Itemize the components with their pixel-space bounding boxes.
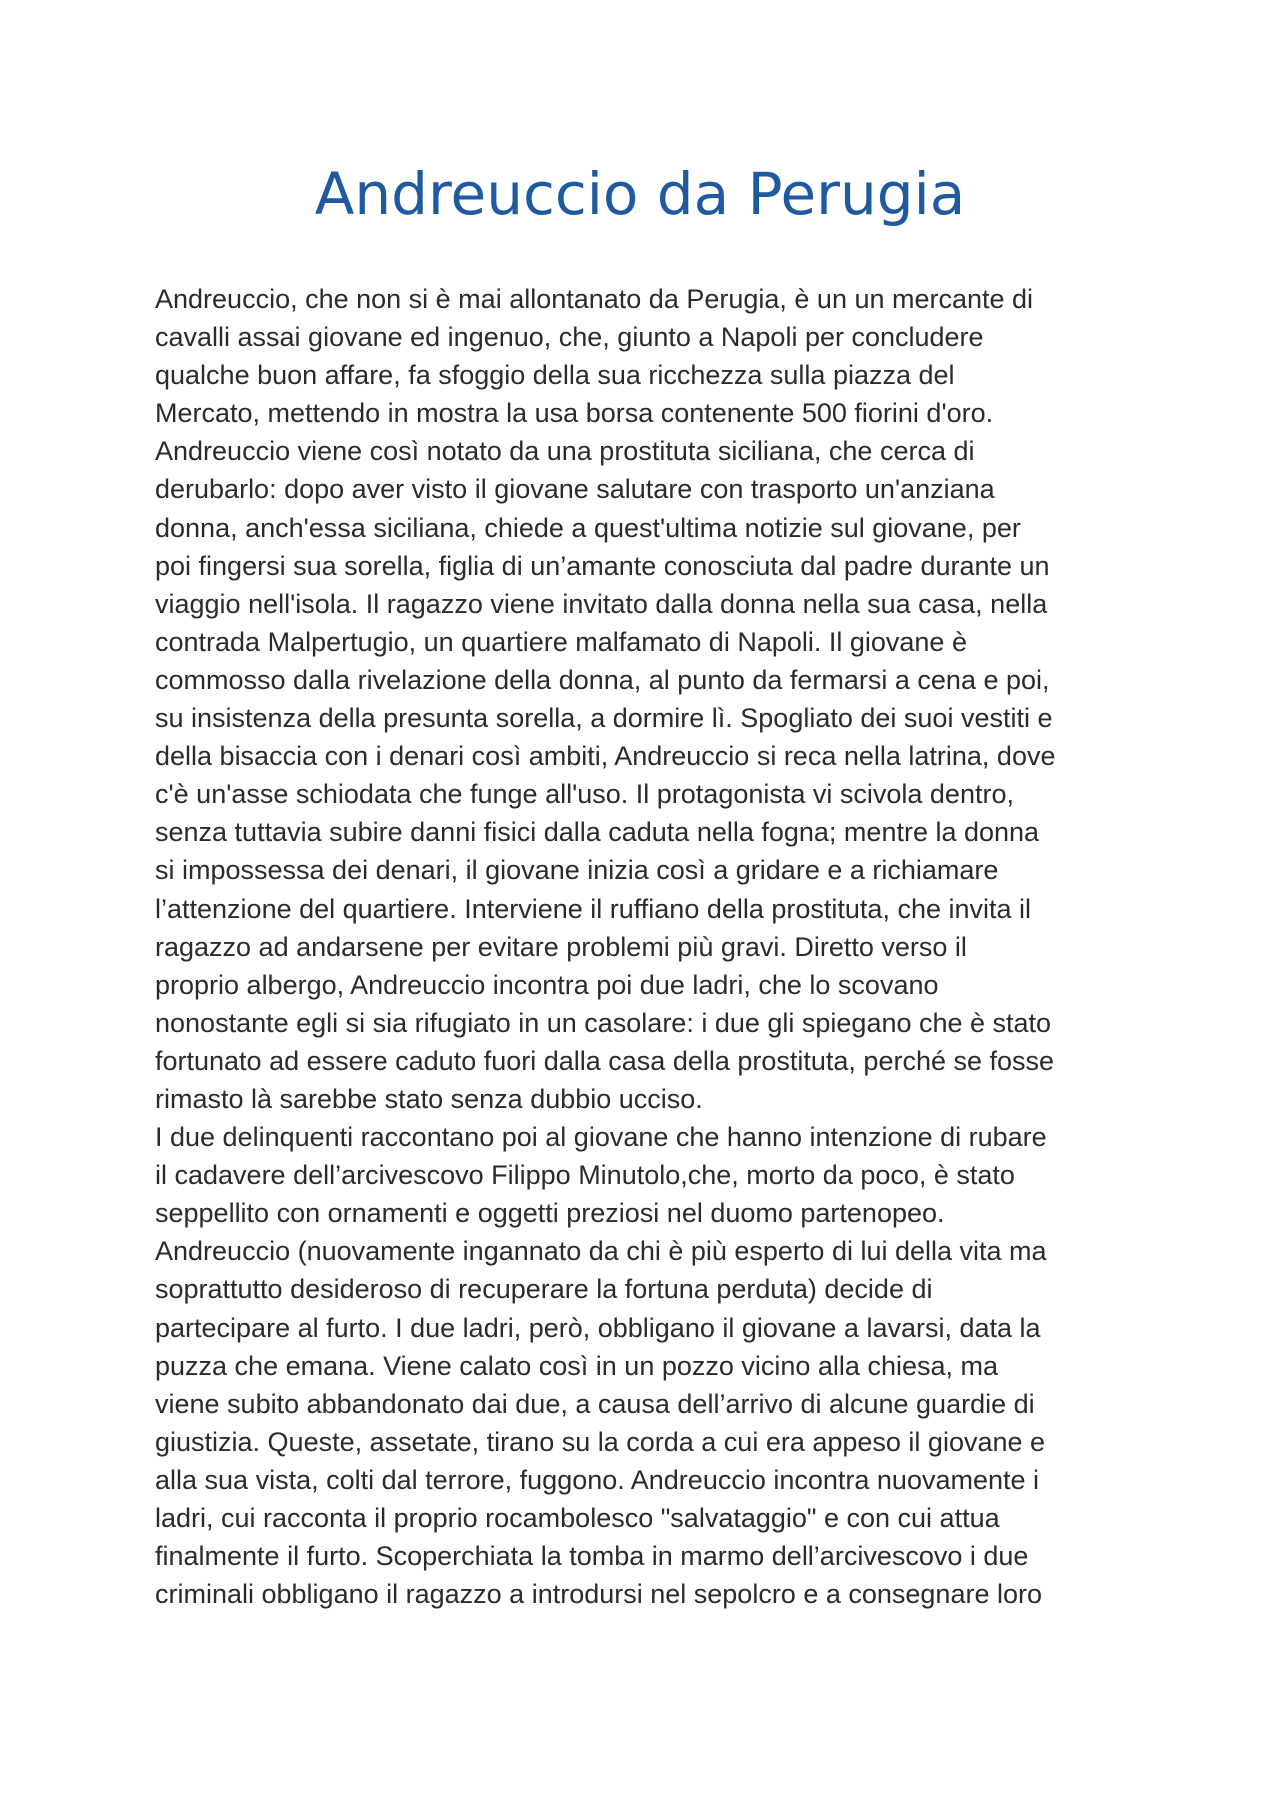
text-line: poi fingersi sua sorella, figlia di un’amante conosciuta dal padre durante un (155, 550, 1050, 581)
text-line: puzza che emana. Viene calato così in un pozzo vicino alla chiesa, ma (155, 1350, 998, 1381)
text-line: viaggio nell'isola. Il ragazzo viene invitato dalla donna nella sua casa, nella (155, 588, 1048, 619)
text-line: nonostante egli si sia rifugiato in un casolare: i due gli spiegano che è stato (155, 1007, 1052, 1038)
text-line: proprio albergo, Andreuccio incontra poi due ladri, che lo scovano (155, 969, 939, 1000)
body-text (155, 280, 1145, 1613)
text-line: ladri, cui racconta il proprio rocambolesco "salvataggio" e con cui attua (155, 1503, 1000, 1533)
text-line: ragazzo ad andarsene per evitare problemi più gravi. Diretto verso il (155, 931, 967, 962)
text-line: criminali obbligano il ragazzo a introdursi nel sepolcro e a consegnare loro (155, 1579, 1042, 1610)
text-line: Andreuccio (nuovamente ingannato da chi è più esperto di lui della vita ma (155, 1236, 1047, 1267)
text-line: soprattutto desideroso di recuperare la fortuna perduta) decide di (155, 1274, 933, 1305)
text-line: giustizia. Queste, assetate, tirano su la corda a cui era appeso il giovane e (155, 1426, 1046, 1457)
text-line: viene subito abbandonato dai due, a causa dell’arrivo di alcune guardie di (155, 1388, 1035, 1419)
text-line: Andreuccio, che non si è mai allontanato da Perugia, è un un mercante di (155, 284, 1034, 314)
text-line: donna, anch'essa siciliana, chiede a quest'ultima notizie sul giovane, per (155, 512, 1021, 543)
text-line: su insistenza della presunta sorella, a dormire lì. Spogliato dei suoi vestiti e (155, 703, 1053, 734)
text-line: qualche buon affare, fa sfoggio della sua ricchezza sulla piazza del (155, 360, 955, 391)
text-line: della bisaccia con i denari così ambiti, Andreuccio si reca nella latrina, dove (155, 741, 1056, 772)
text-line: partecipare al furto. I due ladri, però, obbligano il giovane a lavarsi, data la (155, 1312, 1041, 1343)
text-line: I due delinquenti raccontano poi al giovane che hanno intenzione di rubare (155, 1122, 1047, 1153)
text-line: senza tuttavia subire danni fisici dalla caduta nella fogna; mentre la donna (155, 817, 1040, 848)
text-line: c'è un'asse schiodata che funge all'uso. Il protagonista vi scivola dentro, (155, 779, 1014, 810)
text-line: cavalli assai giovane ed ingenuo, che, giunto a Napoli per concludere (155, 322, 984, 353)
text-line: derubarlo: dopo aver visto il giovane salutare con trasporto un'anziana (155, 474, 995, 505)
text-line: l’attenzione del quartiere. Interviene il ruffiano della prostituta, che invita il (155, 893, 1032, 924)
text-line: Mercato, mettendo in mostra la usa borsa contenente 500 fiorini d'oro. (155, 398, 994, 429)
text-line: seppellito con ornamenti e oggetti preziosi nel duomo partenopeo. (155, 1198, 945, 1229)
text-line: rimasto là sarebbe stato senza dubbio ucciso. (155, 1083, 703, 1114)
text-line: il cadavere dell’arcivescovo Filippo Minutolo,che, morto da poco, è stato (155, 1160, 1015, 1191)
text-line: commosso dalla rivelazione della donna, al punto da fermarsi a cena e poi, (155, 664, 1050, 695)
text-line: si impossessa dei denari, il giovane inizia così a gridare e a richiamare (155, 855, 999, 886)
text-line: Andreuccio viene così notato da una prostituta siciliana, che cerca di (155, 436, 975, 467)
text-line: contrada Malpertugio, un quartiere malfamato di Napoli. Il giovane è (155, 626, 967, 657)
page-title: Andreuccio da Perugia (314, 160, 966, 228)
text-line: finalmente il furto. Scoperchiata la tomba in marmo dell’arcivescovo i due (155, 1541, 1029, 1572)
text-line: fortunato ad essere caduto fuori dalla casa della prostituta, perché se fosse (155, 1045, 1055, 1076)
text-line: alla sua vista, colti dal terrore, fuggono. Andreuccio incontra nuovamente i (155, 1464, 1040, 1495)
